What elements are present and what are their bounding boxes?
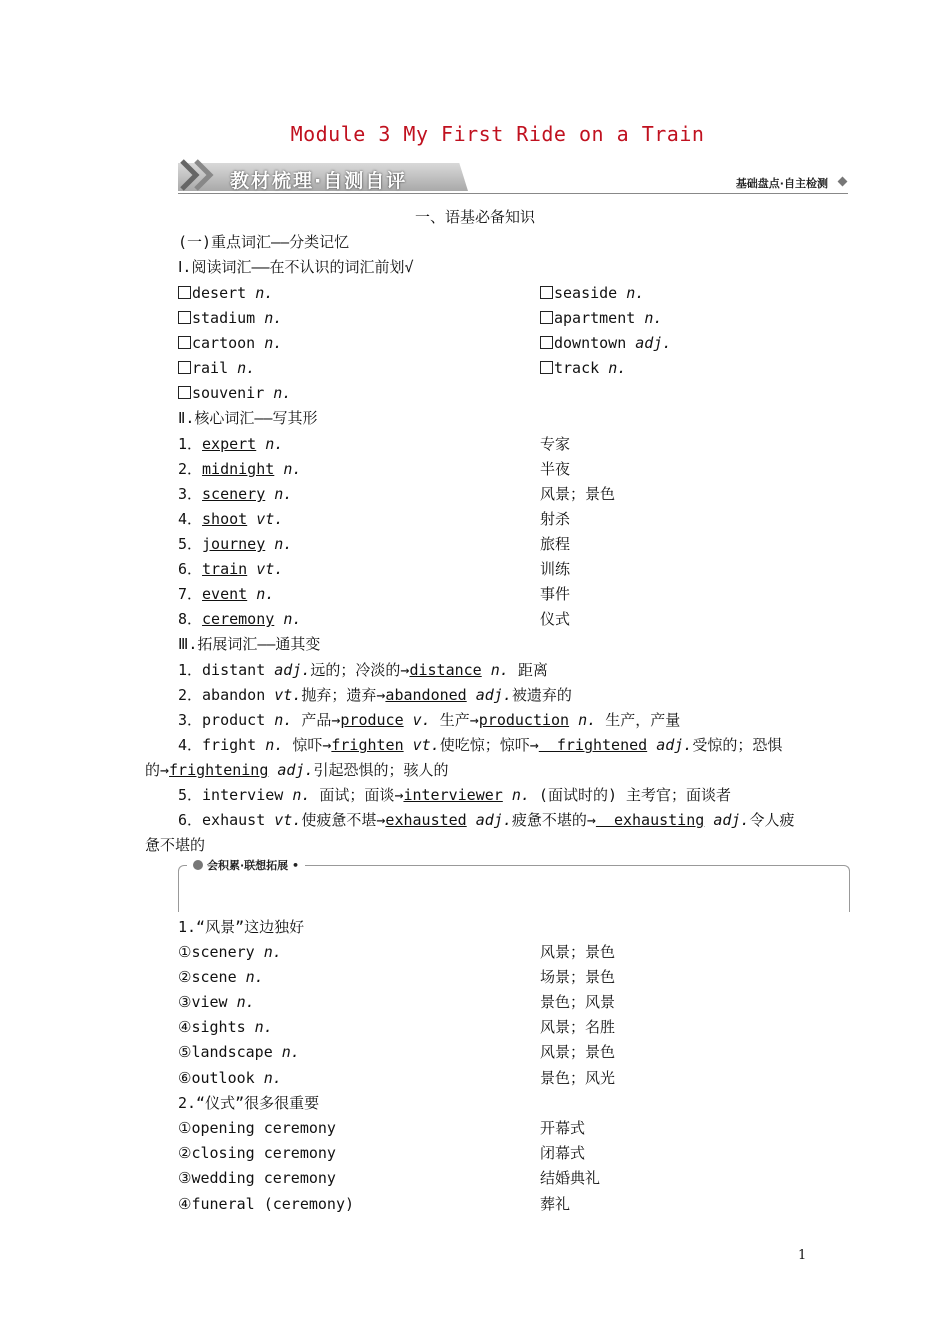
scenery-meaning: 场景；景色 [540, 968, 616, 986]
core-item: 1．expert n. [178, 435, 284, 453]
ceremony-item: ③wedding ceremony [178, 1169, 336, 1187]
core-meaning: 风景；景色 [540, 485, 616, 503]
ceremony-item: ②closing ceremony [178, 1144, 336, 1162]
section-heading: 一、语基必备知识 [414, 208, 535, 226]
core-meaning: 半夜 [540, 460, 571, 478]
ceremony-item: ④funeral (ceremony) [178, 1195, 355, 1213]
core-item: 8．ceremony n. [178, 610, 302, 628]
vocab-item[interactable]: stadium n. [178, 308, 282, 328]
scenery-item: ⑥outlook n. [178, 1069, 282, 1087]
ext-item: 3．product n. 产品→produce v. 生产→production n. 生产，产量 [178, 711, 681, 729]
banner-rule [178, 193, 848, 194]
scenery-item: ④sights n. [178, 1018, 273, 1036]
core-meaning: 专家 [540, 435, 571, 453]
scenery-meaning: 景色；风景 [540, 993, 616, 1011]
ceremony-meaning: 闭幕式 [540, 1144, 586, 1162]
banner-title: 教材梳理·自测自评 [230, 170, 408, 192]
scenery-heading: 1.“风景”这边独好 [178, 918, 305, 936]
vocab-item[interactable]: downtown adj. [540, 333, 671, 353]
core-meaning: 训练 [540, 560, 571, 578]
checkbox-icon[interactable] [178, 311, 191, 324]
panel-header: 会积累·联想拓展 • [187, 857, 305, 873]
core-item: 7．event n. [178, 585, 275, 603]
checkbox-icon[interactable] [178, 361, 191, 374]
bullet-icon [193, 860, 203, 870]
vocab-item[interactable]: cartoon n. [178, 333, 282, 353]
scenery-meaning: 风景；景色 [540, 943, 616, 961]
ext-item: 1．distant adj.远的；冷淡的→distance n. 距离 [178, 661, 548, 679]
vocab-item[interactable]: souvenir n. [178, 383, 291, 403]
vocab-item[interactable]: desert n. [178, 283, 273, 303]
banner-subtitle: 基础盘点·自主检测 [735, 177, 828, 190]
core-item: 5．journey n. [178, 535, 293, 553]
checkbox-icon[interactable] [178, 336, 191, 349]
vocab-item[interactable]: seaside n. [540, 283, 644, 303]
diamond-icon [838, 177, 848, 187]
scenery-meaning: 风景；名胜 [540, 1018, 616, 1036]
ceremony-meaning: 结婚典礼 [540, 1169, 601, 1187]
scenery-meaning: 风景；景色 [540, 1043, 616, 1061]
scenery-item: ③view n. [178, 993, 255, 1011]
ceremony-meaning: 葬礼 [540, 1195, 571, 1213]
ext-item: 5．interview n. 面试；面谈→interviewer n. (面试时的) 主考官；面谈者 [178, 786, 732, 804]
ceremony-meaning: 开幕式 [540, 1119, 586, 1137]
checkbox-icon[interactable] [178, 286, 191, 299]
core-vocab-heading: Ⅱ.核心词汇——写其形 [178, 409, 318, 427]
core-item: 6．train vt. [178, 560, 284, 578]
page-number: 1 [798, 1248, 807, 1263]
checkbox-icon[interactable] [540, 286, 553, 299]
ext-item-cont: 的→frightening adj.引起恐惧的；骇人的 [145, 761, 449, 779]
section-banner [178, 157, 848, 197]
core-item: 2．midnight n. [178, 460, 302, 478]
scenery-item: ②scene n. [178, 968, 264, 986]
core-meaning: 事件 [540, 585, 571, 603]
vocab-item[interactable]: rail n. [178, 358, 255, 378]
vocab-item[interactable]: track n. [540, 358, 626, 378]
checkbox-icon[interactable] [540, 361, 553, 374]
reading-vocab-heading: Ⅰ.阅读词汇——在不认识的词汇前划√ [178, 258, 414, 276]
ceremony-heading: 2.“仪式”很多很重要 [178, 1094, 320, 1112]
checkbox-icon[interactable] [178, 386, 191, 399]
core-meaning: 仪式 [540, 610, 571, 628]
checkbox-icon[interactable] [540, 311, 553, 324]
core-item: 3．scenery n. [178, 485, 293, 503]
ext-item: 6．exhaust vt.使疲惫不堪→exhausted adj.疲惫不堪的→ exhausting adj.令人疲 [178, 811, 795, 829]
ext-item: 4．fright n. 惊吓→frighten vt.使吃惊；惊吓→ frightened adj.受惊的；恐惧 [178, 736, 783, 754]
chevron-arrows-icon [178, 157, 238, 193]
ext-item-cont: 惫不堪的 [145, 836, 206, 854]
core-meaning: 旅程 [540, 535, 571, 553]
module-title: Module 3 My First Ride on a Train [290, 122, 705, 146]
scenery-item: ⑤landscape n. [178, 1043, 300, 1061]
checkbox-icon[interactable] [540, 336, 553, 349]
core-item: 4．shoot vt. [178, 510, 284, 528]
ext-item: 2．abandon vt.抛弃；遗弃→abandoned adj.被遗弃的 [178, 686, 572, 704]
core-meaning: 射杀 [540, 510, 571, 528]
ext-vocab-heading: Ⅲ.拓展词汇——通其变 [178, 635, 321, 653]
scenery-meaning: 景色；风光 [540, 1069, 616, 1087]
vocab-item[interactable]: apartment n. [540, 308, 662, 328]
ceremony-item: ①opening ceremony [178, 1119, 336, 1137]
sub-heading: (一)重点词汇——分类记忆 [178, 233, 350, 251]
accumulation-panel [178, 859, 850, 912]
scenery-item: ①scenery n. [178, 943, 282, 961]
